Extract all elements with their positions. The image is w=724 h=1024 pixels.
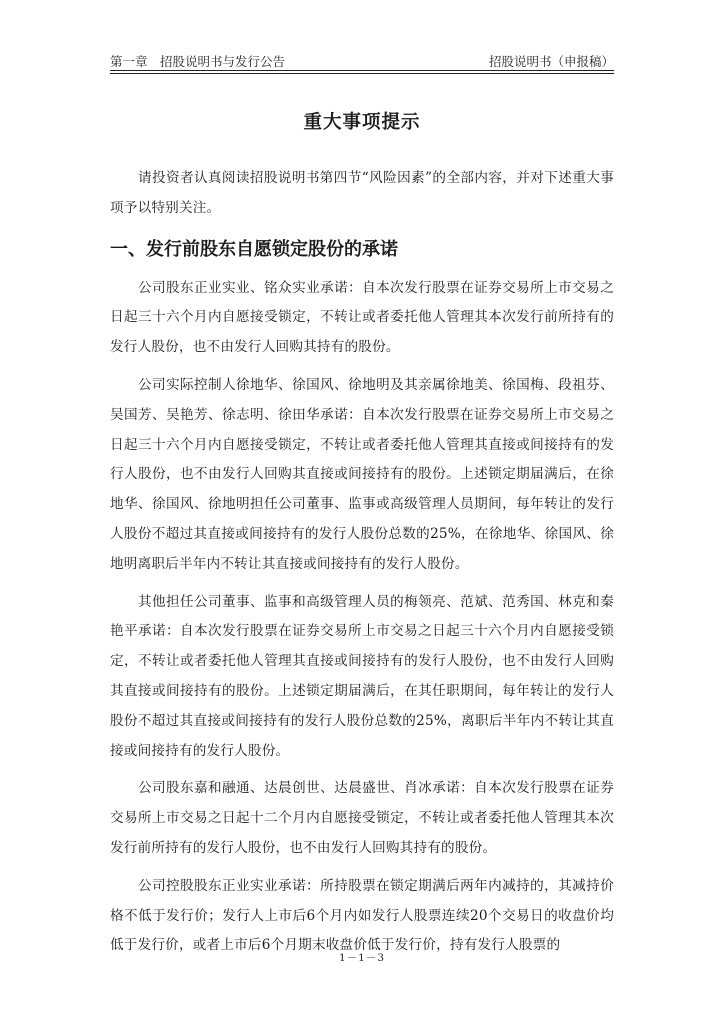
page-title: 重大事项提示	[303, 112, 421, 133]
section-heading: 一、发行前股东自愿锁定股份的承诺	[110, 238, 398, 260]
header-rule-thin	[110, 73, 614, 74]
header-doc-title: 招股说明书（申报稿）	[488, 54, 614, 69]
paragraph-4: 公司股东嘉和融通、达晨创世、达晨盛世、肖冰承诺：自本次发行股票在证券交易所上市交易之日起十二个月内自愿接受锁定，不转让或者委托他人管理其本次发行前所持有的发行人股份，也不由发行人回购其持有的股份。	[110, 780, 614, 856]
header-rule-thick	[110, 70, 614, 71]
intro-paragraph: 请投资者认真阅读招股说明书第四节“风险因素”的全部内容，并对下述重大事项予以特别关注。	[110, 170, 614, 216]
paragraph-3: 其他担任公司董事、监事和高级管理人员的梅领亮、范斌、范秀国、林克和秦艳平承诺：自本次发行股票在证券交易所上市交易之日起三十六个月内自愿接受锁定，不转让或者委托他人管理其直接或间接持有的发行人股份，也不由发行人回购其直接或间接持有的股份。上述锁定期届满后，在其任职期间，每年转让的发行人股份不超过其直接或间接持有的发行人股份总数的25%，离职后半年内不转让其直接或间接持有的发行人股份。	[110, 593, 614, 759]
page-header	[110, 52, 614, 70]
header-chapter: 第一章 招股说明书与发行公告	[110, 54, 286, 69]
paragraph-1: 公司股东正业实业、铭众实业承诺：自本次发行股票在证券交易所上市交易之日起三十六个月内自愿接受锁定，不转让或者委托他人管理其本次发行前所持有的发行人股份，也不由发行人回购其持有的股份。	[110, 279, 614, 356]
paragraph-2: 公司实际控制人徐地华、徐国风、徐地明及其亲属徐地美、徐国梅、段祖芬、吴国芳、吴艳芳、徐志明、徐田华承诺：自本次发行股票在证券交易所上市交易之日起三十六个月内自愿接受锁定，不转让或者委托他人管理其直接或间接持有的发行人股份，也不由发行人回购其直接或间接持有的股份。上述锁定期届满后，在徐地华、徐国风、徐地明担任公司董事、监事或高级管理人员期间，每年转让的发行人股份不超过其直接或间接持有的发行人股份总数的25%，在徐地华、徐国风、徐地明离职后半年内不转让其直接或间接持有的发行人股份。	[110, 376, 614, 572]
page-body	[110, 110, 614, 969]
page-number: 1－1－3	[338, 952, 386, 964]
paragraph-5: 公司控股股东正业实业承诺：所持股票在锁定期满后两年内减持的，其减持价格不低于发行价；发行人上市后6个月内如发行人股票连续20个交易日的收盘价均低于发行价，或者上市后6个月期末收盘价低于发行价，持有发行人股票的	[110, 877, 614, 954]
